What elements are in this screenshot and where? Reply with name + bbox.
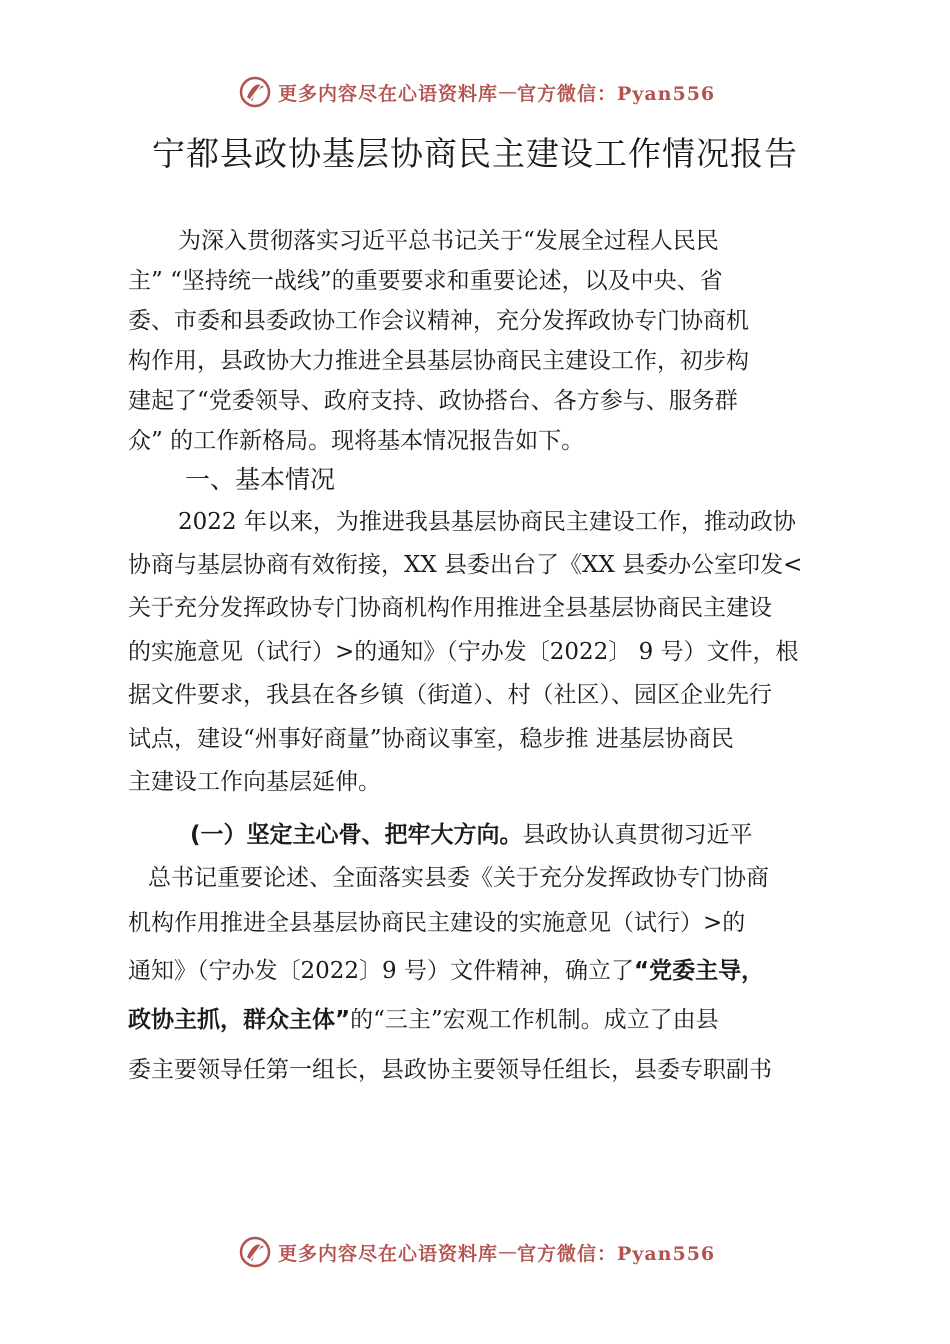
subsection-heading: (一）坚定主心骨、把牢大方向。 [190, 822, 523, 848]
subsection-line: 委主要领导任第一组长，县政协主要领导任组长，县委专职副书 [128, 1057, 772, 1083]
subsection-emphasis: “党委主导， [633, 958, 765, 984]
section-line: 主建设工作向基层延伸。 [128, 769, 381, 795]
watermark-wechat: 官方微信：Pyan556 [517, 82, 716, 105]
intro-line: 众” 的工作新格局。现将基本情况报告如下。 [128, 428, 585, 454]
intro-line: 主” “坚持统一战线”的重要要求和重要论述，以及中央、省 [128, 268, 723, 294]
section-line: 协商与基层协商有效衔接，XX 县委出台了《XX 县委办公室印发< [128, 552, 803, 578]
subsection-first-line [190, 820, 753, 850]
subsection-text: 通知》（宁办发〔2022〕9 号）文件精神，确立了 [128, 958, 634, 984]
watermark-wechat: 官方微信：Pyan556 [517, 1242, 716, 1265]
subsection-line: 总书记重要论述、全面落实县委《关于充分发挥政协专门协商 [148, 865, 769, 891]
watermark-bottom [238, 1232, 715, 1272]
section-heading: 一、基本情况 [185, 465, 336, 494]
intro-line: 构作用，县政协大力推进全县基层协商民主建设工作，初步构 [128, 348, 749, 374]
section-line: 据文件要求，我县在各乡镇（街道）、村（社区）、园区企业先行 [128, 682, 772, 708]
section-line: 2022 年以来，为推进我县基层协商民主建设工作，推动政协 [178, 509, 796, 535]
brand-logo-icon [238, 75, 272, 109]
subsection-line [128, 956, 764, 986]
brand-logo-icon [238, 1235, 272, 1269]
section-line: 的实施意见（试行）>的通知》（宁办发〔2022〕 9 号）文件，根 [128, 639, 799, 665]
watermark-top [238, 72, 715, 112]
watermark-dash: — [498, 81, 518, 103]
section-line: 试点，建设“州事好商量”协商议事室，稳步推 进基层协商民 [128, 726, 734, 752]
watermark-brand: 更多内容尽在心语资料库 [278, 82, 499, 105]
section-line: 关于充分发挥政协专门协商机构作用推进全县基层协商民主建设 [128, 595, 772, 621]
intro-line: 为深入贯彻落实习近平总书记关于“发展全过程人民民 [178, 228, 719, 254]
subsection-line: 机构作用推进全县基层协商民主建设的实施意见（试行）>的 [128, 910, 746, 936]
subsection-emphasis: 政协主抓，群众主体” [128, 1007, 351, 1033]
page-title: 宁都县政协基层协商民主建设工作情况报告 [152, 134, 798, 173]
watermark-brand: 更多内容尽在心语资料库 [278, 1242, 499, 1265]
subsection-line [128, 1005, 719, 1035]
watermark-dash: — [498, 1241, 518, 1263]
intro-line: 建起了“党委领导、政府支持、政协搭台、各方参与、服务群 [128, 388, 738, 414]
subsection-text: 县政协认真贯彻习近平 [522, 822, 753, 848]
intro-line: 委、市委和县委政协工作会议精神，充分发挥政协专门协商机 [128, 308, 749, 334]
subsection-text: 的“三主”宏观工作机制。成立了由县 [350, 1007, 719, 1033]
